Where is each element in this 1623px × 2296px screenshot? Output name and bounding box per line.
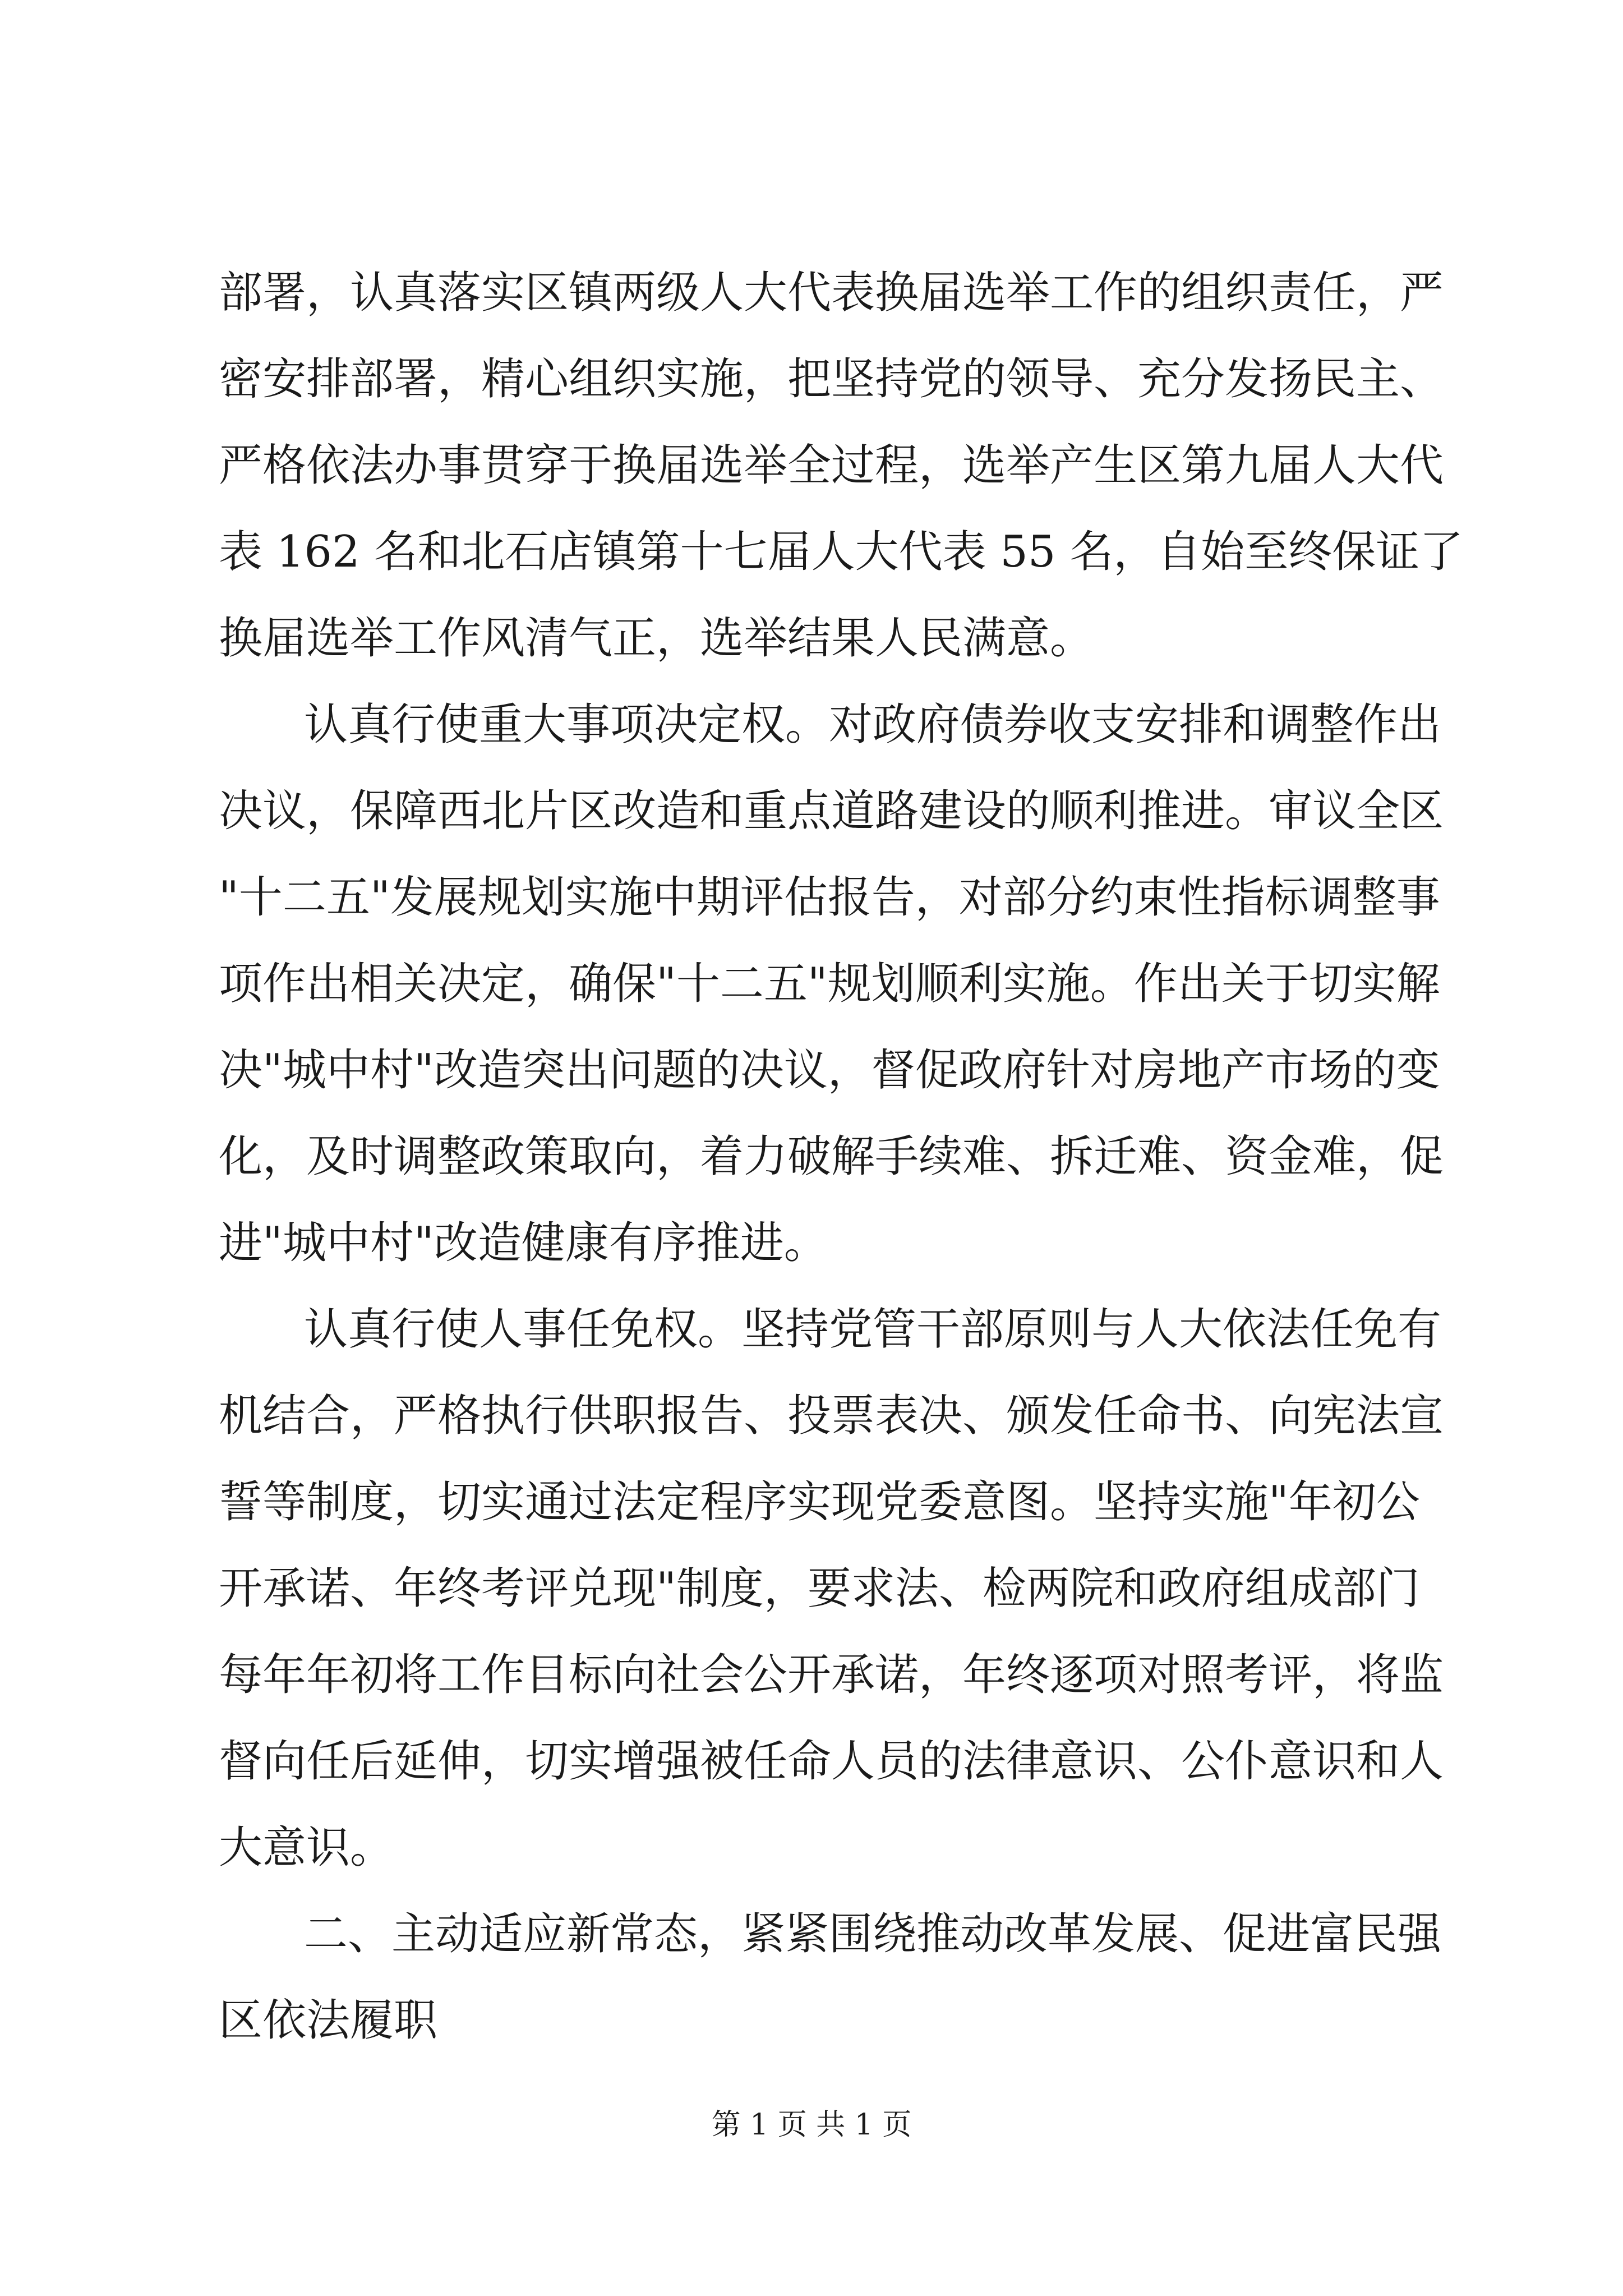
- text-line: 进"城中村"改造健康有序推进。: [219, 1218, 828, 1268]
- text-line: 二、主动适应新常态，紧紧围绕推动改革发展、促进富民强: [304, 1909, 1442, 1959]
- text-line: 督向任后延伸，切实增强被任命人员的法律意识、公仆意识和人: [219, 1736, 1444, 1787]
- text-line: 化，及时调整政策取向，着力破解手续难、拆迁难、资金难，促: [219, 1131, 1444, 1182]
- text-line: 表 162 名和北石店镇第十七届人大代表 55 名，自始至终保证了: [219, 527, 1464, 577]
- page-footer: [0, 2102, 1623, 2147]
- text-line: 机结合，严格执行供职报告、投票表决、颁发任命书、向宪法宣: [219, 1391, 1444, 1441]
- text-line: 开承诺、年终考评兑现"制度，要求法、检两院和政府组成部门: [219, 1563, 1420, 1614]
- text-line: "十二五"发展规划实施中期评估报告，对部分约束性指标调整事: [219, 872, 1440, 923]
- text-line: 认真行使重大事项决定权。对政府债券收支安排和调整作出: [304, 700, 1442, 750]
- text-line: 决"城中村"改造突出问题的决议，督促政府针对房地产市场的变: [219, 1045, 1440, 1096]
- paragraph-election: [219, 250, 1464, 682]
- text-line: 密安排部署，精心组织实施，把坚持党的领导、充分发扬民主、: [219, 354, 1444, 404]
- text-line: 严格依法办事贯穿于换届选举全过程，选举产生区第九届人大代: [219, 440, 1444, 491]
- paragraph-decision-power: [219, 682, 1444, 1286]
- text-line: 部署，认真落实区镇两级人大代表换届选举工作的组织责任，严: [219, 268, 1444, 318]
- text-line: 决议，保障西北片区改造和重点道路建设的顺利推进。审议全区: [219, 786, 1444, 836]
- text-line: 认真行使人事任免权。坚持党管干部原则与人大依法任免有: [304, 1304, 1442, 1355]
- page-number-label: 第 1 页 共 1 页: [711, 2108, 912, 2142]
- text-line: 誓等制度，切实通过法定程序实现党委意图。坚持实施"年初公: [219, 1477, 1420, 1527]
- text-line: 区依法履职: [219, 1995, 438, 2046]
- text-line: 换届选举工作风清气正，选举结果人民满意。: [219, 613, 1094, 664]
- text-line: 每年年初将工作目标向社会公开承诺，年终逐项对照考评，将监: [219, 1650, 1444, 1700]
- section-heading-two: [219, 1891, 1442, 2064]
- paragraph-appointment-power: [219, 1286, 1444, 1891]
- text-line: 项作出相关决定，确保"十二五"规划顺利实施。作出关于切实解: [219, 959, 1440, 1009]
- text-line: 大意识。: [219, 1823, 394, 1873]
- document-body: [219, 250, 1464, 2064]
